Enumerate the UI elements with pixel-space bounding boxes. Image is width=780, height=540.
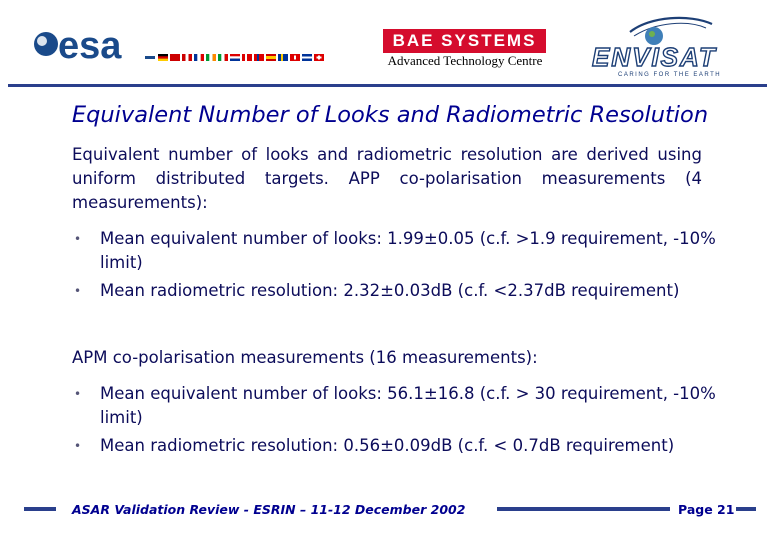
apm-enl-result: Mean equivalent number of looks: 56.1±16.8 (c.f. > 30 requirement, -10% limit) [100,384,716,427]
footer-rule-right [736,507,756,511]
esa-logo [32,22,332,72]
apm-results-list [72,382,752,462]
app-results-list [72,227,752,307]
list-item [72,382,752,430]
list-item [72,227,752,275]
list-item [72,279,752,303]
footer-text: ASAR Validation Review - ESRIN – 11-12 December 2002 [72,502,466,517]
bullet-icon: • [74,284,82,298]
list-item [72,434,752,458]
page-number: Page 21 [678,502,735,517]
app-radiometric-result: Mean radiometric resolution: 2.32±0.03dB (c.f. <2.37dB requirement) [100,281,680,300]
esa-logo-text: esa [58,25,122,67]
bae-systems-logo: BAE SYSTEMS [383,29,546,53]
envisat-logo-text: ENVISAT [592,42,717,72]
header-divider [8,84,767,87]
footer-rule-left [24,507,56,511]
footer-rule-middle [497,507,670,511]
envisat-tagline: CARING FOR THE EARTH [618,72,722,78]
bullet-icon: • [74,232,82,246]
bullet-icon: • [74,387,82,401]
intro-paragraph: Equivalent number of looks and radiometric resolution are derived using uniform distributed targets. APP co-polarisation measurements (4 measurements): [72,145,702,212]
bae-systems-subtitle: Advanced Technology Centre [387,53,543,68]
apm-heading: APM co-polarisation measurements (16 measurements): [72,348,538,367]
envisat-logo [590,14,730,78]
member-flags-strip [158,54,324,61]
slide-title: Equivalent Number of Looks and Radiometric Resolution [71,102,709,128]
apm-radiometric-result: Mean radiometric resolution: 0.56±0.09dB (c.f. < 0.7dB requirement) [100,436,675,455]
app-enl-result: Mean equivalent number of looks: 1.99±0.05 (c.f. >1.9 requirement, -10% limit) [100,229,716,272]
bullet-icon: • [74,439,82,453]
